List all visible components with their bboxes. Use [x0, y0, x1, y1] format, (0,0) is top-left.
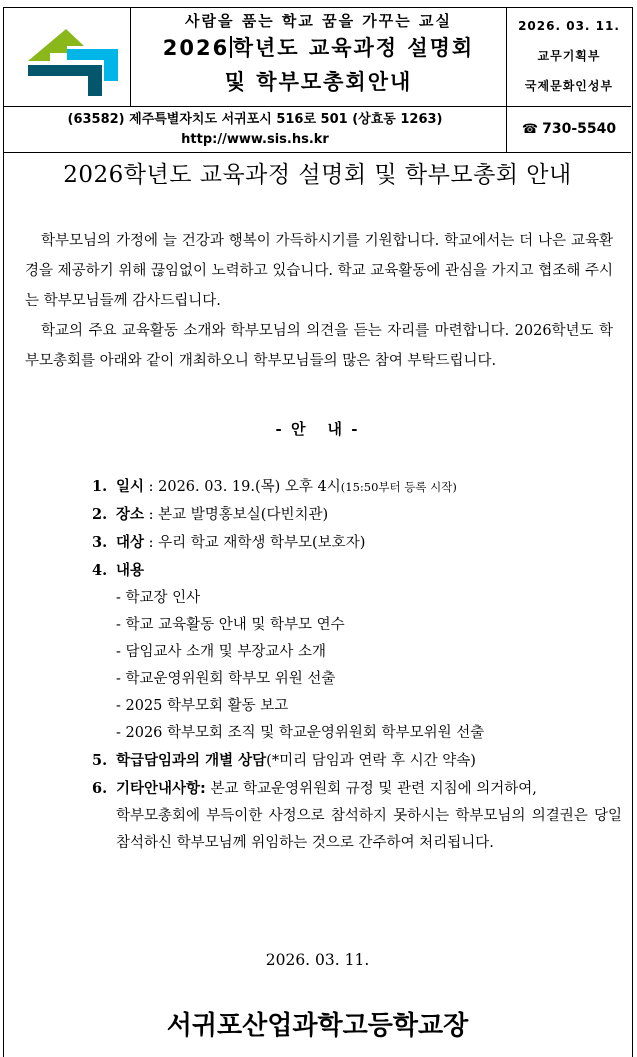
item-place [92, 501, 622, 529]
intro-text [25, 226, 613, 376]
item-consultation [92, 747, 622, 775]
item-label: 일시 [116, 479, 145, 495]
phone-number [507, 107, 631, 152]
letterhead-title-line2: 및 학부모총회안내 [224, 70, 413, 94]
letterhead-row-bottom [4, 107, 631, 153]
item-label: 내용 [116, 563, 145, 579]
intro-paragraph: 학부모님의 가정에 늘 건강과 행복이 가득하시기를 기원합니다. 학교에서는 더 나은 교육환경을 제공하기 위해 끊임없이 노력하고 있습니다. 학교 교육활동에 관심을 가지고 협조해 주시는 학부모님들께 감사드립니다. [25, 233, 613, 309]
contents-list-item: - 학교운영위원회 학부모 위원 선출 [116, 671, 336, 687]
letterhead-title-line1 [131, 31, 506, 65]
item-number: 4. [92, 562, 108, 579]
item-label: 대상 [116, 535, 145, 551]
contents-list [92, 585, 622, 747]
section-heading-left: - 안 [275, 420, 308, 438]
phone-icon: ☎ [521, 122, 539, 137]
document-frame [3, 7, 633, 1057]
item-number: 2. [92, 506, 108, 523]
info-cell [506, 8, 631, 106]
item-continuation: 학부모총회에 부득이한 사정으로 참석하지 못하시는 학부모님의 의결권은 당일 참석하신 학부모님께 위임하는 것으로 간주하여 처리됩니다. [116, 808, 622, 851]
section-heading-right: 내 - [327, 420, 360, 438]
contents-list-item: - 학교장 인사 [116, 590, 201, 606]
item-label: 학급담임과의 개별 상담 [116, 753, 267, 769]
item-other-notes [92, 775, 622, 857]
item-sep: : [144, 535, 159, 551]
contents-list-item: - 학교 교육활동 안내 및 학부모 연수 [116, 617, 345, 633]
item-date [92, 473, 622, 501]
intro-paragraph: 학교의 주요 교육활동 소개와 학부모님의 의견을 듣는 자리를 마련합니다. 2026학년도 학부모총회를 아래와 같이 개최하오니 학부모님들의 많은 참여 부탁드립니다. [25, 323, 613, 369]
issue-date: 2026. 03. 11. [518, 19, 620, 33]
item-label: 기타안내사항: [116, 781, 206, 797]
department-2: 국제문화인성부 [524, 79, 614, 93]
address-cell [4, 107, 506, 152]
phone-cell [506, 107, 631, 152]
contents-list-item: - 2026 학부모회 조직 및 학교운영위원회 학부모위원 선출 [116, 725, 485, 741]
logo-cell [4, 8, 131, 106]
item-number: 1. [92, 478, 108, 495]
title-cell [131, 8, 506, 106]
principal-signature: 서귀포산업과학고등학교장 [166, 1011, 469, 1041]
item-text: 우리 학교 재학생 학부모(보호자) [158, 535, 366, 551]
item-text: 본교 발명홍보실(다빈치관) [158, 507, 329, 523]
phone-text: 730-5540 [542, 121, 617, 137]
contents-list-item: - 2025 학부모회 활동 보고 [116, 698, 289, 714]
document-title: 2026학년도 교육과정 설명회 및 학부모총회 안내 [63, 162, 572, 188]
school-slogan: 사람을 품는 학교 꿈을 가꾸는 교실 [185, 12, 452, 30]
item-text: 2026. 03. 19.(목) 오후 4시 [158, 479, 341, 495]
letterhead-row-top [4, 8, 631, 107]
text-cursor [230, 36, 232, 58]
department-1: 교무기획부 [537, 49, 601, 63]
item-number: 3. [92, 534, 108, 551]
notice-items [92, 473, 622, 857]
item-contents [92, 557, 622, 747]
item-sep: : [144, 507, 159, 523]
item-text: 본교 학교운영위원회 규정 및 관련 지침에 의거하여, [205, 781, 537, 797]
school-logo-icon [4, 8, 131, 106]
item-sep: : [144, 479, 159, 495]
contents-list-item: - 담임교사 소개 및 부장교사 소개 [116, 644, 327, 660]
item-audience [92, 529, 622, 557]
item-note: (15:50부터 등록 시작) [340, 480, 457, 494]
school-address: (63582) 제주특별자치도 서귀포시 516로 501 (상효동 1263) [67, 112, 443, 127]
item-number: 6. [92, 780, 108, 797]
footer-date: 2026. 03. 11. [265, 951, 370, 969]
item-label: 장소 [116, 507, 145, 523]
school-website-link[interactable]: http://www.sis.hs.kr [181, 132, 329, 147]
section-heading [4, 418, 631, 439]
title-rest: 학년도 교육과정 설명회 [232, 36, 475, 60]
title-year: 2026 [162, 36, 230, 60]
item-number: 5. [92, 752, 108, 769]
item-text: (*미리 담임과 연락 후 시간 약속) [266, 753, 476, 769]
